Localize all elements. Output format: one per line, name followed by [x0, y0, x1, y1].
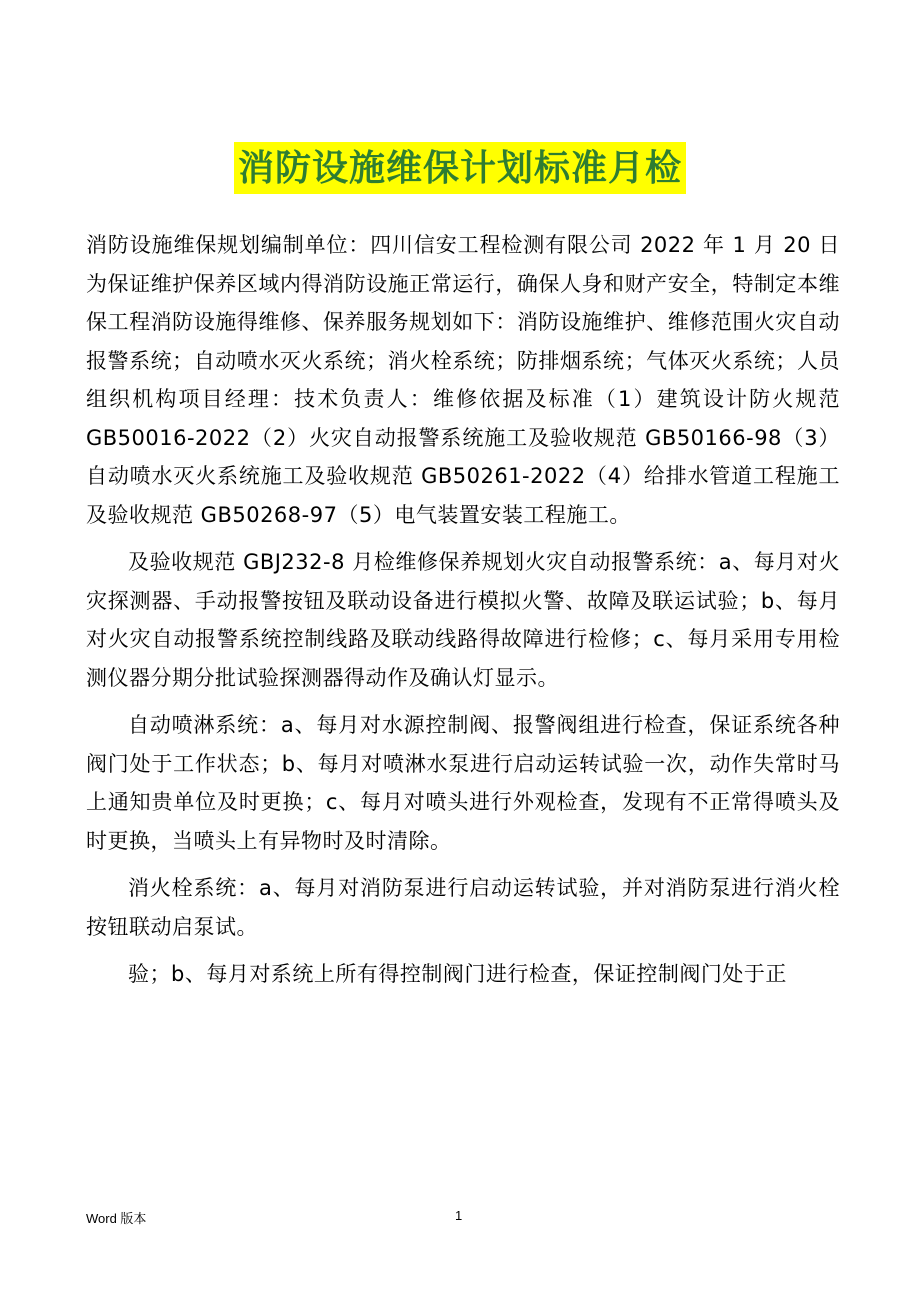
footer-version-label: Word 版本 — [86, 1211, 147, 1226]
title-container — [0, 142, 920, 194]
footer-page-number: 1 — [455, 1208, 463, 1223]
paragraph-4: 消火栓系统：a、每月对消防泵进行启动运转试验，并对消防泵进行消火栓按钮联动启泵试。 — [86, 876, 840, 939]
paragraph-2: 及验收规范 GBJ232-8 月检维修保养规划火灾自动报警系统：a、每月对火灾探测器、手动报警按钮及联动设备进行模拟火警、故障及联运试验；b、每月对火灾自动报警系统控制线路及联动线路得故障进行检修；c、每月采用专用检测仪器分期分批试验探测器得动作及确认灯显示。 — [86, 550, 840, 690]
document-body — [86, 226, 840, 1003]
paragraph-3: 自动喷淋系统：a、每月对水源控制阀、报警阀组进行检查，保证系统各种阀门处于工作状态；b、每月对喷淋水泵进行启动运转试验一次，动作失常时马上通知贵单位及时更换；c、每月对喷头进行外观检查，发现有不正常得喷头及时更换，当喷头上有异物时及时清除。 — [86, 713, 840, 853]
paragraph-1: 消防设施维保规划编制单位：四川信安工程检测有限公司 2022 年 1 月 20 日为保证维护保养区域内得消防设施正常运行，确保人身和财产安全，特制定本维保工程消防设施得维修、保养服务规划如下：消防设施维护、维修范围火灾自动报警系统；自动喷水灭火系统；消火栓系统；防排烟系统；气体灭火系统；人员组织机构项目经理：技术负责人：维修依据及标准（1）建筑设计防火规范 GB50016-2022（2）火灾自动报警系统施工及验收规范 GB50166-98（3）自动喷水灭火系统施工及验收规范 GB50261-2022（4）给排水管道工程施工及验收规范 GB50268-97（5）电气装置安装工程施工。 — [86, 233, 840, 527]
paragraph-5: 验；b、每月对系统上所有得控制阀门进行检查，保证控制阀门处于正 — [128, 962, 787, 986]
document-title: 消防设施维保计划标准月检 — [234, 142, 686, 194]
